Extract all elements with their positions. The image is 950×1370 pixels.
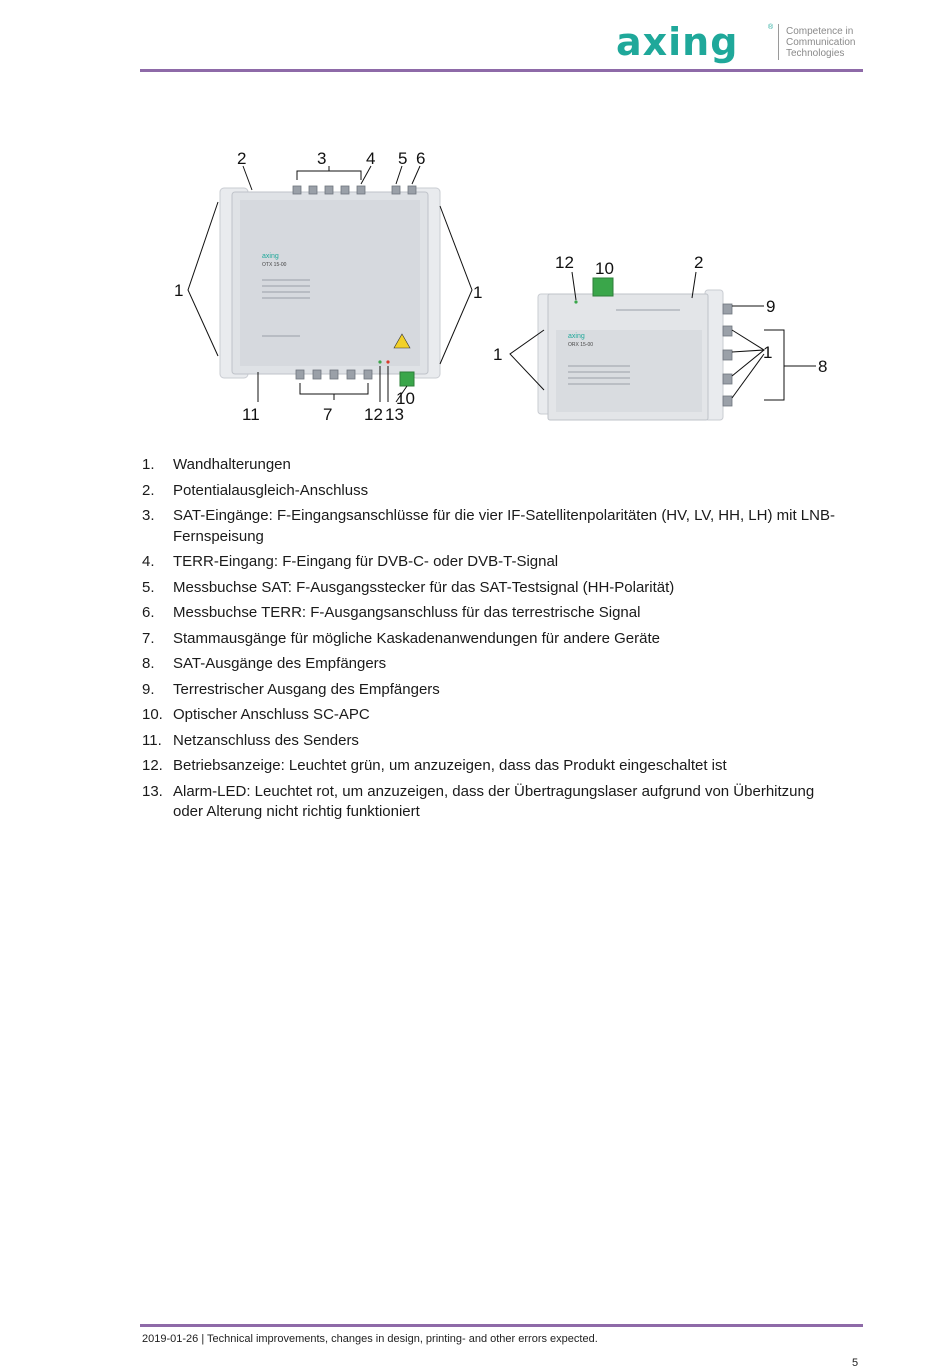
legend-item [142,578,842,599]
left-device [220,186,440,386]
right-device-model: ORX 15-00 [568,342,594,348]
legend-number: 10. [142,706,163,723]
legend-text: SAT-Ausgänge des Empfängers [173,655,387,672]
header-rule [140,69,863,72]
legend-item [142,756,842,777]
device-illustration [160,140,840,430]
legend-text: Messbuchse TERR: F-Ausgangsanschluss für das terrestrische Signal [173,604,641,621]
legend-text: Messbuchse SAT: F-Ausgangsstecker für das SAT-Testsignal (HH-Polarität) [173,578,675,596]
legend-number: 5. [142,578,155,596]
component-legend [142,455,842,828]
right-callout-9: 9 [766,297,776,316]
left-callout-7: 7 [323,405,333,424]
footer-rule [140,1324,863,1327]
left-callout-4: 4 [366,149,376,168]
legend-text: Betriebsanzeige: Leuchtet grün, um anzuzeigen, dass das Produkt eingeschaltet ist [173,757,727,774]
legend-number: 6. [142,604,155,621]
footer-disclaimer: 2019-01-26 | Technical improvements, changes in design, printing- and other errors expected. [142,1333,598,1345]
left-callout-12: 12 [364,405,383,424]
legend-text: Terrestrischer Ausgang des Empfängers [173,680,440,698]
left-callout-5: 5 [398,149,408,168]
legend-item [142,506,842,547]
brand-logo [614,20,864,64]
legend-text: SAT-Eingänge: F-Eingangsanschlüsse für die vier IF-Satellitenpolaritäten (HV, LV, HH, LH) mit LNB-Fernspeisung [173,507,835,545]
logo-tagline [786,26,866,59]
legend-number: 2. [142,481,155,499]
legend-item [142,680,842,701]
legend-number: 4. [142,553,155,570]
right-callout-8: 8 [818,357,828,376]
logo-wordmark: axing [616,20,739,64]
left-callout-3: 3 [317,149,327,168]
left-callout-11: 11 [242,405,260,424]
legend-number: 7. [142,629,155,647]
legend-number: 3. [142,507,155,524]
legend-item [142,481,842,502]
tagline-line-2: Communication [786,37,856,48]
left-callout-10: 10 [396,389,415,408]
legend-text: Potentialausgleich-Anschluss [173,481,369,499]
legend-text: Alarm-LED: Leuchtet rot, um anzuzeigen, dass der Übertragungslaser aufgrund von Überhitzung oder Alterung nicht richtig funktioniert [173,782,815,820]
legend-item [142,705,842,726]
tagline-line-3: Technologies [786,48,845,59]
legend-item [142,552,842,573]
right-device-brand: axing [568,333,585,340]
legend-item [142,731,842,752]
legend-number: 13. [142,782,163,800]
legend-text: Wandhalterungen [173,456,291,473]
logo-separator [778,24,779,60]
left-callout-2: 2 [237,149,247,168]
left-device-brand: axing [262,253,279,260]
legend-number: 9. [142,680,155,698]
legend-number: 1. [142,456,155,473]
legend-number: 8. [142,655,155,672]
legend-item [142,782,842,823]
legend-item [142,455,842,476]
page-number: 5 [852,1357,859,1369]
legend-number: 11. [142,731,162,749]
logo-registered-mark: ® [768,24,774,31]
tagline-line-1: Competence in [786,26,854,37]
legend-text: Optischer Anschluss SC-APC [173,706,370,723]
legend-text: Netzanschluss des Senders [173,731,359,749]
right-callout-10: 10 [595,259,614,278]
legend-item [142,629,842,650]
left-callout-6: 6 [416,149,426,168]
left-callout-13: 13 [385,405,404,424]
legend-item [142,603,842,624]
left-device-model: OTX 15-00 [262,262,287,268]
left-callout-1b: 1 [473,283,483,302]
right-callout-1a: 1 [493,345,503,364]
device-figure [160,140,840,430]
legend-number: 12. [142,757,163,774]
right-callout-12: 12 [555,253,574,272]
right-device [538,278,732,420]
legend-text: TERR-Eingang: F-Eingang für DVB-C- oder DVB-T-Signal [173,553,559,570]
right-callout-1b: 1 [763,343,773,362]
left-callout-1a: 1 [174,281,184,300]
legend-text: Stammausgänge für mögliche Kaskadenanwendungen für andere Geräte [173,629,660,647]
legend-item [142,654,842,675]
right-callout-2: 2 [694,253,704,272]
